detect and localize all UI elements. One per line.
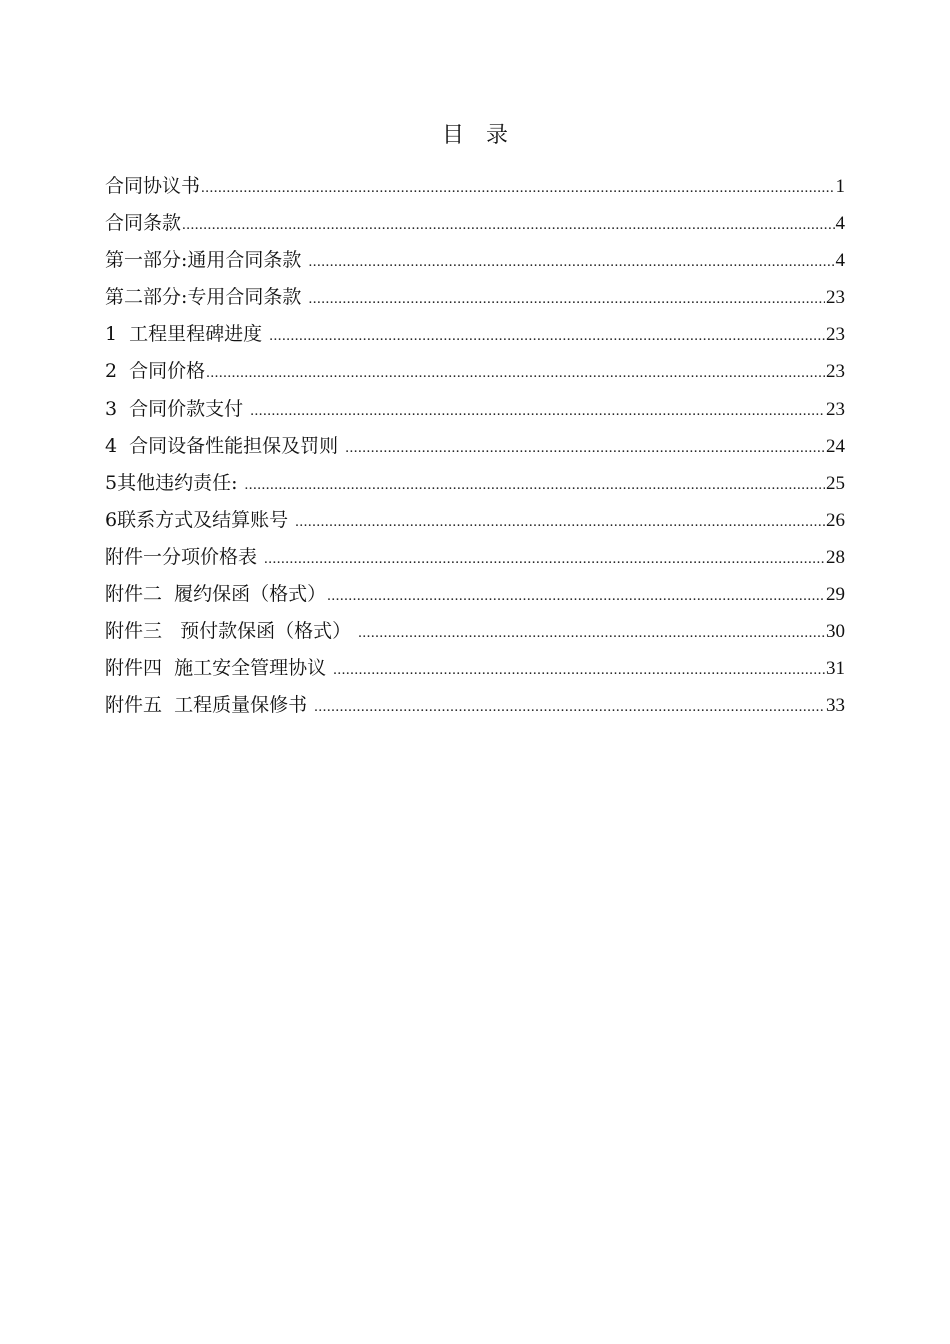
- toc-leader-dots: [295, 504, 825, 541]
- toc-entry[interactable]: [105, 650, 845, 687]
- toc-leader-dots: [264, 541, 825, 578]
- toc-leader-dots: [345, 430, 825, 467]
- toc-entry[interactable]: [105, 539, 845, 576]
- toc-entry-page: 33: [826, 695, 845, 717]
- toc-entry-page: 25: [826, 472, 845, 494]
- toc-leader-dots: [314, 689, 825, 726]
- toc-entry-label: 合同条款: [105, 212, 182, 235]
- toc-entry-label: 附件二 履约保函（格式）: [105, 583, 327, 606]
- toc-entry-label: 5其他违约责任:: [105, 471, 244, 494]
- toc-entry-page: 4: [835, 213, 845, 235]
- toc-entry[interactable]: [105, 428, 845, 465]
- toc-leader-dots: [206, 355, 825, 392]
- toc-entry[interactable]: [105, 205, 845, 242]
- toc-entry-page: 26: [826, 509, 845, 531]
- toc-leader-dots: [245, 467, 825, 504]
- toc-entry[interactable]: [105, 242, 845, 279]
- toc-entry-page: 23: [826, 361, 845, 383]
- toc-entry-label: 第二部分:专用合同条款: [105, 286, 308, 309]
- toc-entry-label: 附件三 预付款保函（格式）: [105, 620, 358, 643]
- toc-entry-page: 24: [826, 435, 845, 457]
- toc-leader-dots: [308, 244, 834, 281]
- toc-entry-page: 30: [826, 621, 845, 643]
- toc-title: 目 录: [441, 123, 508, 148]
- toc-leader-dots: [333, 652, 825, 689]
- toc-leader-dots: [327, 578, 825, 615]
- toc-entry-label: 附件一分项价格表: [105, 545, 264, 568]
- toc-entry[interactable]: [105, 168, 845, 205]
- toc-entry[interactable]: [105, 502, 845, 539]
- toc-entry-page: 4: [835, 250, 845, 272]
- toc-entry[interactable]: [105, 353, 845, 390]
- toc-leader-dots: [250, 393, 825, 430]
- toc-leader-dots: [201, 170, 834, 207]
- toc-entry-label: 附件四 施工安全管理协议: [105, 657, 333, 680]
- toc-entry-page: 29: [826, 584, 845, 606]
- toc-entry[interactable]: [105, 391, 845, 428]
- toc-entry[interactable]: [105, 465, 845, 502]
- toc-entry-page: 23: [826, 287, 845, 309]
- toc-entry-page: 28: [826, 546, 845, 568]
- toc-entry-label: 合同协议书: [105, 175, 201, 197]
- toc-list: [105, 168, 845, 724]
- toc-leader-dots: [269, 318, 825, 355]
- toc-entry-label: 2 合同价格: [105, 360, 206, 383]
- toc-leader-dots: [182, 207, 834, 244]
- toc-entry-label: 6联系方式及结算账号: [105, 508, 295, 531]
- toc-leader-dots: [358, 615, 825, 652]
- toc-entry[interactable]: [105, 613, 845, 650]
- toc-entry-label: 1 工程里程碑进度: [105, 323, 269, 346]
- toc-entry-page: 23: [826, 398, 845, 420]
- toc-entry-page: 23: [826, 324, 845, 346]
- toc-entry-page: 1: [835, 176, 845, 197]
- toc-entry-label: 4 合同设备性能担保及罚则: [105, 434, 345, 457]
- toc-entry[interactable]: [105, 279, 845, 316]
- toc-entry-page: 31: [826, 658, 845, 680]
- toc-entry-label: 附件五 工程质量保修书: [105, 694, 314, 717]
- toc-entry[interactable]: [105, 687, 845, 724]
- toc-entry-label: 第一部分:通用合同条款: [105, 249, 308, 272]
- toc-entry[interactable]: [105, 576, 845, 613]
- toc-entry-label: 3 合同价款支付: [105, 397, 250, 420]
- toc-entry[interactable]: [105, 316, 845, 353]
- toc-leader-dots: [308, 281, 825, 318]
